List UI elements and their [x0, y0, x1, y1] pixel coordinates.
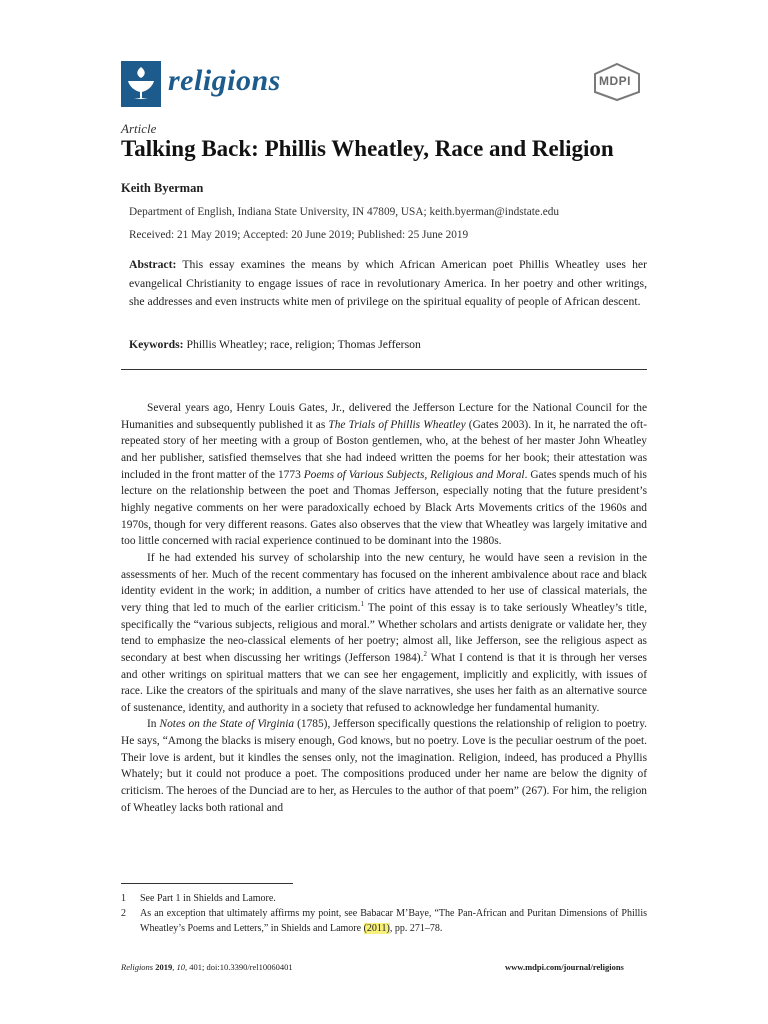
footnote-1-text: See Part 1 in Shields and Lamore.: [140, 893, 276, 904]
keywords-section: [129, 338, 421, 351]
article-title: Talking Back: Phillis Wheatley, Race and Religion: [121, 136, 614, 161]
article-body: [121, 400, 647, 816]
footnote-2-text: As an exception that ultimately affirms my point, see Babacar M’Baye, “The Pan-African and Puritan Dimensions of Phillis Wheatley’s Poems and Letters,” in Shields and Lamore (2011), pp. 271–78.: [140, 908, 647, 934]
abstract-section: [129, 256, 647, 312]
book-title-trials: The Trials of Phillis Wheatley: [328, 418, 466, 431]
abstract-text: This essay examines the means by which African American poet Phillis Wheatley uses her evangelical Christianity to engage issues of race in revolutionary America. In her poetry and other writings, she addresses and even instructs white men of privilege on the spiritual equality of people of African descent.: [129, 258, 647, 309]
citation-footer: Religions 2019, 10, 401; doi:10.3390/rel10060401: [121, 962, 293, 972]
footnote-ref-1[interactable]: 1: [360, 600, 364, 609]
mdpi-logo-icon[interactable]: [591, 62, 643, 102]
footer-volume: 10: [176, 962, 185, 972]
footer-year: 2019: [155, 962, 173, 972]
affiliation: Department of English, Indiana State University, IN 47809, USA; keith.byerman@indstate.edu: [129, 206, 560, 218]
keywords-label: Keywords:: [129, 338, 184, 351]
body-paragraph-1: Several years ago, Henry Louis Gates, Jr., delivered the Jefferson Lecture for the National Council for the Humanities and subsequently published it as The Trials of Phillis Wheatley (Gates 2003). In it, he narrated the oft-repeated story of her meeting with a group of Boston gentlemen, who, at the behest of her master John Wheatley and her publisher, satisfied themselves that she had indeed written the poems for her book; their attestation was included in the front matter of the 1773 Poems of Various Subjects, Religious and Moral. Gates spends much of his lecture on the relationship between the poet and Thomas Jefferson, especially noting that the future president’s highly negative comments on her were paradoxically echoed by Black Arts Movements critics of the 1960s and 1970s, though for very different reasons. Gates also observes that the view that Wheatley was largely imitative and too little concerned with racial experience continued to be dominant into the 1980s.: [121, 402, 647, 548]
highlighted-citation-year[interactable]: (2011): [363, 923, 390, 934]
footnote-1-number: 1: [121, 893, 126, 904]
footnote-2-number: 2: [121, 908, 126, 919]
journal-name[interactable]: religions: [168, 64, 281, 97]
book-title-notes: Notes on the State of Virginia: [159, 718, 295, 731]
footnote-2: [121, 906, 647, 936]
publisher-name: MDPI: [599, 74, 631, 88]
book-title-poems: Poems of Various Subjects, Religious and Moral: [303, 468, 525, 481]
body-paragraph-2: If he had extended his survey of scholarship into the new century, he would have seen a revision in the assessments of her. Much of the recent commentary has focused on the inherent ambivalence about race and black identity evident in the work; in addition, a number of critics have attended to her use of classical materials, the very thing that led to much of the earlier criticism.$^1$ The point of this essay is to take seriously Wheatley’s title, specifically the “various subjects, religious and moral.” Whether scholars and artists denigrate or validate her, they tend to emphasize the neo-classical elements of her poetry; almost all, like Jefferson, see the religious aspect as secondary at best when discussing her writings (Jefferson 1984).$^2$ What I contend is that it is through her verses and other writings on spiritual matters that we can see her engagement, implicitly and explicitly, with issues of race. Like the creators of the spirituals and many of the slave narratives, she uses her faith as an alternative source of sustenance, identity, and authority in a society that refused to acknowledge her fundamental humanity.: [121, 551, 647, 714]
body-paragraph-3: In Notes on the State of Virginia (1785), Jefferson specifically questions the relationship of religion to poetry. He says, “Among the blacks is misery enough, God knows, but no poetry. Love is the peculiar oestrum of the poet. Their love is ardent, but it kindles the senses only, not the imagination. Religion, indeed, has produced a Phyllis Whately; but it could not produce a poet. The compositions produced under her name are below the dignity of criticism. The heroes of the Dunciad are to her, as Hercules to the author of that poem” (267). For him, the religion of Wheatley lacks both rational and: [121, 718, 648, 814]
publication-dates: Received: 21 May 2019; Accepted: 20 June 2019; Published: 25 June 2019: [129, 229, 469, 241]
header-divider: [121, 369, 647, 370]
abstract-label: Abstract:: [129, 258, 177, 271]
footnote-ref-2[interactable]: 2: [423, 650, 427, 659]
author-name: Keith Byerman: [121, 181, 204, 195]
footer-doi[interactable]: , 401; doi:10.3390/rel10060401: [184, 962, 293, 972]
article-type-label: Article: [121, 121, 157, 136]
footer-journal: Religions: [121, 962, 154, 972]
journal-logo-icon: [121, 61, 161, 107]
keywords-text: Phillis Wheatley; race, religion; Thomas Jefferson: [186, 338, 421, 351]
journal-url-link[interactable]: www.mdpi.com/journal/religions: [505, 962, 624, 972]
footnote-1: [121, 891, 647, 906]
footnote-divider: [121, 883, 293, 884]
